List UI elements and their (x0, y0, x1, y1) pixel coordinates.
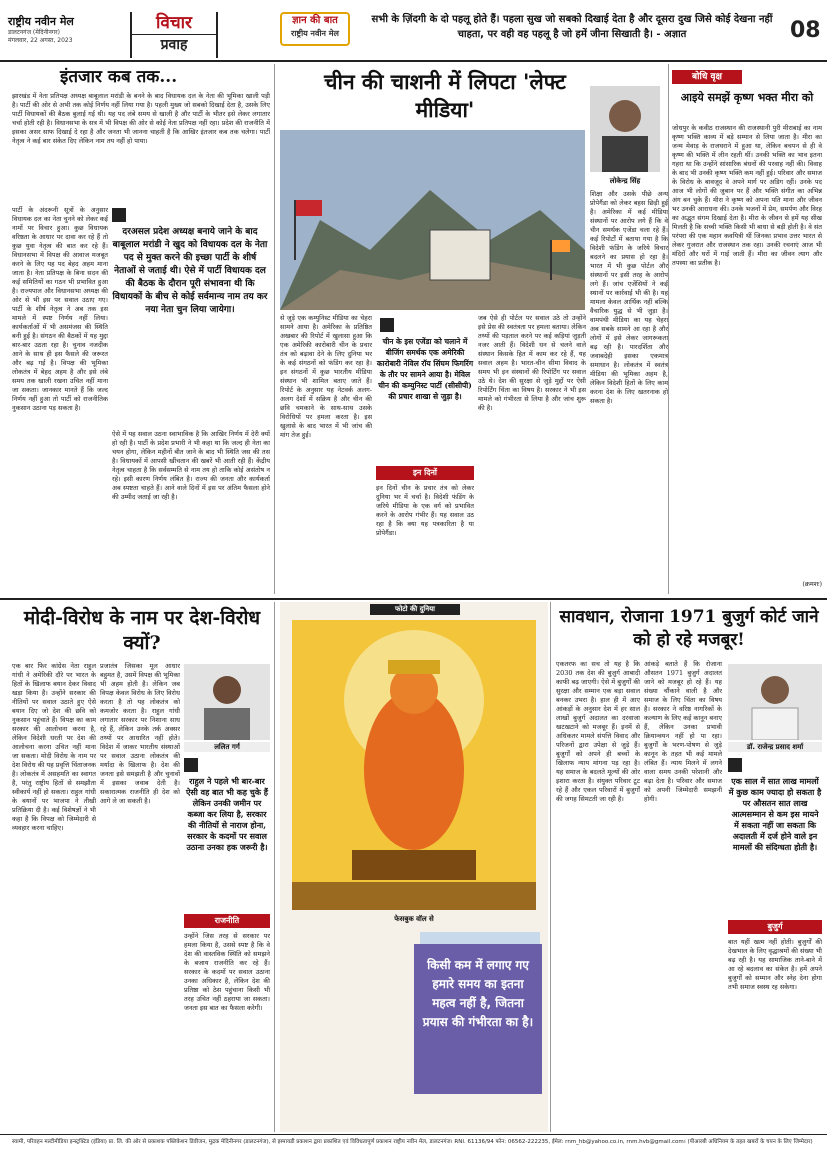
masthead-logo (8, 14, 128, 45)
author-photo-rajendra (728, 664, 822, 740)
section-secondary: प्रवाह (132, 34, 216, 55)
lower-left-pull-quote: राहुल ने पहले भी बार-बार ऐसी वह बात भी कह चुके हैं लेकिन उनकी जमीन पर कब्जा कर लिया है, सरकार की नीतियों से नाराज होना, सरकार के कदमों पर सवाल उठाना उनका हक जरूरी है। (185, 776, 269, 852)
edition: डालटनगंज (मेदिनीनगर) (8, 29, 60, 36)
col1-headline: इंतजार कब तक... (60, 67, 178, 87)
lower-left-body-a: एक बार फिर कांग्रेस नेता राहुल गांधी ने अमेरिकी दौरे पर भारत के हितों के खिलाफ बयान देकर विवाद खड़ा किया है। उन्होंने सरकार की नीतियों पर सवाल उठाते हुए ऐसे बयान दिए जो देश की छवि को नुकसान पहुंचाते हैं। विपक्ष का काम सरकार की आलोचना करना है, लेकिन विदेशी धरती पर देश की आलोचना करना उचित नहीं माना जा सकता। मोदी विरोध के नाम पर देश विरोध की यह प्रवृत्ति चिंताजनक है। लोकतंत्र में असहमति का स्वागत है, परंतु राष्ट्रीय हितों से समझौता स्वीकार्य नहीं हो सकता। राहुल गांधी के बयानों पर भाजपा ने तीखी प्रतिक्रिया दी है। कई विशेषज्ञों ने भी कहा है कि विपक्ष को जिम्मेदारी से व्यवहार करना चाहिए। (12, 662, 96, 832)
col3-credit: (क्रमशः) (802, 580, 822, 588)
lower-left-headline: मोदी-विरोध के नाम पर देश-विरोध क्यों? (23, 607, 261, 654)
col1-body-top: झारखंड में नेता प्रतिपक्ष अध्यक्ष बाबूलाल मरांडी के बनने के बाद विधायक दल के नेता की भूमिका खाली पड़ी है। पार्टी की ओर से अभी तक कोई निर्णय नहीं लिया गया है। पहली मुख्य जो सबको दिखाई देता है, उसके लिए पार्टी विधायकों की बैठक बुलाई गई थी। यह पद लंबे समय से खाली है और पार्टी के भीतर इसे लेकर लगातार चर्चा होती रही है। विधानसभा के सत्र में भी विपक्ष की ओर से कोई नेता प्रतिपक्ष नहीं रहा। प्रदेश की राजनीति में इसका असर साफ दिखाई दे रहा है और जनता भी जानना चाहती है कि आखिर इंतजार कब तक चलेगा। पार्टी नेतृत्व ने कई बार संकेत दिए लेकिन नाम तय नहीं हो पाया। (12, 92, 270, 145)
col2-in-dino: इन दिनों (376, 466, 474, 480)
photo-of-day-message: किसी कम में लगाए गए हमारे समय का इतना महत्व नहीं है, जितना प्रयास की गंभीरता का है। (414, 944, 542, 1094)
photo-of-day-caption: फेसबुक वॉल से (394, 915, 434, 923)
bullet-square (112, 208, 126, 222)
paper-name: राष्ट्रीय नवीन मेल (8, 15, 74, 28)
gyan-ki-baat-badge (280, 12, 350, 46)
col2-body-right: शिक्षा और उसके पीछे अन्य प्रोपेगैंडा को लेकर बहस छिड़ी हुई है। अमेरिका में कई मीडिया संस्थानों पर आरोप लगे हैं कि वे चीन समर्थक एजेंडा चला रहे हैं। कई रिपोर्टों में बताया गया है कि विदेशी फंडिंग के जरिये विचार बदलने का प्रयास हो रहा है। भारत में भी कुछ पोर्टल और संस्थानों पर इसी तरह के आरोप लगे हैं। जांच एजेंसियों ने कई स्थानों पर कार्रवाई भी की है। यह मामला केवल आर्थिक नहीं बल्कि वैचारिक युद्ध से भी जुड़ा है। वामपंथी मीडिया का यह चेहरा अब सबके सामने आ रहा है और लोगों में इसे लेकर जागरूकता बढ़ रही है। पारदर्शिता और जवाबदेही इसका एकमात्र समाधान है। लोकतंत्र में स्वतंत्र मीडिया की भूमिका अहम है, लेकिन विदेशी हितों के लिए काम करना देश के लिए खतरनाक हो सकता है। (590, 190, 668, 405)
lower-left-author: ललित गर्ग (184, 742, 270, 752)
gyan-sub: राष्ट्रीय नवीन मेल (291, 29, 339, 38)
section-title (130, 12, 218, 58)
col2-headline: चीन की चाशनी में लिपटा 'लेफ्ट मीडिया' (324, 69, 566, 122)
col3-box-title: बोधि वृक्ष (672, 70, 742, 84)
lower-right-headline: सावधान, रोजाना 1971 बुजुर्ग कोर्ट जाने को हो रहे मजबूर! (559, 607, 819, 650)
hanuman-painting (292, 620, 536, 910)
lower-right-body-a: एकतरफ का सच तो यह है कि 2030 तक देश की बुजुर्ग आबादी काफी बढ़ जाएगी। ऐसे में बुजुर्गों की सुरक्षा और सम्मान एक बड़ा सवाल बनकर उभरा है। हाल ही में आए आंकड़ों के अनुसार देश में हर साल लाखों बुजुर्ग अदालत का दरवाजा खटखटाने को मजबूर हैं। इनमें से अधिकतर मामले संपत्ति विवाद और परिजनों द्वारा उपेक्षा से जुड़े हैं। बुजुर्गों को अपने ही बच्चों के खिलाफ न्याय मांगना पड़ रहा है। यह समाज के बदलते मूल्यों की ओर इशारा करता है। संयुक्त परिवार टूट रहे हैं और एकल परिवारों में बुजुर्गों की जगह सिमटती जा रही है। (556, 660, 640, 803)
col2-body-b: इन दिनों चीन के प्रचार तंत्र को लेकर दुनिया भर में चर्चा है। विदेशी फंडिंग के जरिये मीडिया के एक वर्ग को प्रभावित करने के आरोप गंभीर हैं। यह सवाल उठ रहा है कि क्या यह पत्रकारिता है या प्रोपेगैंडा। (376, 484, 474, 537)
col3-body: जोधपुर के कवीठ राजस्थान की राजस्थानी पुरी मीराबाई का नाम कृष्ण भक्ति काव्य में बड़े सम्मान से लिया जाता है। मीरा का जन्म मेवाड़ के राजघराने में हुआ था, लेकिन बचपन से ही वे कृष्ण की भक्ति में लीन रहती थीं। उनकी भक्ति का भाव इतना गहरा था कि उन्होंने सांसारिक बंधनों की परवाह नहीं की। विवाह के बाद भी उनकी कृष्ण भक्ति कम नहीं हुई। परिवार और समाज के विरोध के बावजूद वे अपने मार्ग पर अडिग रहीं। उनके पद आज भी लोगों की जुबान पर हैं और भक्ति संगीत का अभिन्न अंग बन चुके हैं। मीरा ने कृष्ण को अपना पति माना और जीवन भर उनकी आराधना की। उनके भजनों में प्रेम, समर्पण और विरह का अद्भुत संगम दिखाई देता है। मीरा के जीवन से हमें यह सीख मिलती है कि सच्ची भक्ति किसी भी बाधा से बड़ी होती है। वे संत परंपरा की एक महान कवयित्री थीं जिनका प्रभाव उत्तर भारत से लेकर गुजरात और राजस्थान तक रहा। उनकी रचनाएं आज भी मंदिरों और घरों में गाई जाती हैं। मीरा का जीवन त्याग और तपस्या का प्रतीक है। (672, 124, 822, 267)
col1-body-right: ऐसे में यह सवाल उठना स्वाभाविक है कि आखिर निर्णय में देरी क्यों हो रही है। पार्टी के प्रदेश प्रभारी ने भी कहा था कि जल्द ही नेता का चयन होगा, लेकिन महीनों बीत जाने के बाद भी स्थिति जस की तस है। विधायकों में आपसी खींचतान की खबरें भी आती रही हैं। केंद्रीय नेतृत्व चाहता है कि सर्वसम्मति से नाम तय हो ताकि कोई असंतोष न रहे। इसी कारण निर्णय लंबित है। राज्य की जनता और कार्यकर्ता अब स्पष्टता चाहते हैं। आने वाले दिनों में इस पर अंतिम फैसला होने की उम्मीद जताई जा रही है। (112, 430, 270, 501)
mountain-flag-photo (280, 130, 585, 310)
author-photo-lokendra (590, 86, 660, 172)
footer-imprint: स्वामी, परिवहन मल्टीमीडिया इन्स्ट्रक्टिड (इंडिया) प्रा. लि. की ओर से प्रकाशक पब्लिकेशन डिवीजन, मुद्रक मेदिनीनगर (डालटनगंज), से इस्पायडी प्रकाशन द्वारा प्रकाशित एवं विविधतापूर्ण प्रकाशन राष्ट्रीय नवीन मेल, डालटनगंज। RNI. 61136/94 फोन: 06562-222235, ईमेल: rnm_hb@yahoo.co.in, rnm.hvb@gmail.com। (पीआरबी अधिनियम के तहत खबरों के चयन के लिए जिम्मेदार) (12, 1139, 813, 1145)
issue-date: मंगलवार, 22 अगस्त, 2023 (8, 37, 73, 44)
col3-headline: आइये समझें कृष्ण भक्त मीरा को (680, 91, 814, 104)
col2-pull-quote: चीन के इस एजेंडा को चलाने में बीजिंग समर्थक एक अमेरिकी कारोबारी नेविल रॉय सिंघम फिगरिंग के तौर पर सामने आया है। मेविल चीन की कम्युनिस्ट पार्टी (सीसीपी) की प्रचार शाखा से जुड़ा है। (376, 337, 474, 401)
bullet-square (184, 758, 198, 772)
col2-author: लोकेन्द्र सिंह (609, 177, 641, 185)
col1-body-left: पार्टी के अंदरूनी सूत्रों के अनुसार विधायक दल का नेता चुनने को लेकर कई नामों पर विचार हुआ। कुछ विधायक वरिष्ठता के आधार पर दावा कर रहे हैं तो कुछ युवा नेतृत्व की बात कर रहे हैं। विधानसभा में विपक्ष की आवाज मजबूत करने के लिए यह पद बेहद अहम माना जाता है। नेता प्रतिपक्ष के बिना सदन की कई समितियों का गठन भी प्रभावित हुआ है। राज्यपाल और विधानसभा अध्यक्ष की ओर से भी इस पर सवाल उठाए गए। पार्टी के शीर्ष नेतृत्व ने अब तक इस मामले में स्पष्ट निर्णय नहीं लिया। कार्यकर्ताओं में भी असमंजस की स्थिति बनी हुई है। संगठन की बैठकों में यह मुद्दा बार-बार उठता रहा है। चुनाव नजदीक आने के साथ ही इस फैसले की जरूरत और बढ़ गई है। विपक्ष की भूमिका लोकतंत्र में बेहद अहम है और इसे लंबे समय तक खाली रखना उचित नहीं माना जा सकता। जानकार मानते हैं कि जल्द निर्णय नहीं हुआ तो पार्टी को राजनीतिक नुकसान उठाना पड़ सकता है। (12, 206, 108, 412)
page-number: 08 (790, 18, 821, 43)
lower-left-body-c: उन्होंने जिस तरह से सरकार पर हमला किया है, उससे स्पष्ट है कि वे देश की वास्तविक स्थिति को समझने के बजाय राजनीति कर रहे हैं। सरकार के कदमों पर सवाल उठाना उनका अधिकार है, लेकिन देश की प्रतिष्ठा को ठेस पहुंचाना किसी भी तरह उचित नहीं ठहराया जा सकता। जनता इस बात का फैसला करेगी। (184, 932, 270, 1012)
bullet-square (728, 758, 742, 772)
lower-left-body-b: प्रजातंत्र जिसका मूल आधार बहुमत है, उसमें विपक्ष की भूमिका भी अहम होती है। लेकिन जब विपक्ष केवल विरोध के लिए विरोध करता है तो यह लोकतंत्र को कमजोर करता है। राहुल गांधी लगातार सरकार पर निशाना साध रहे हैं, लेकिन उनके तर्क अक्सर तथ्यों पर आधारित नहीं होते। विदेश में जाकर भारतीय संस्थाओं पर सवाल उठाना लोकतंत्र की मर्यादा के खिलाफ है। देश की जनता इसे समझती है और चुनावों में इसका जवाब देती है। सकारात्मक राजनीति ही देश को आगे ले जा सकती है। (100, 662, 180, 805)
bullet-square (380, 318, 394, 332)
lower-right-body-c: बात यहीं खत्म नहीं होती। बुजुर्गों की देखभाल के लिए वृद्धाश्रमों की संख्या भी बढ़ रही है। यह सामाजिक ताने-बाने में आ रहे बदलाव का संकेत है। हमें अपने बुजुर्गों को सम्मान और स्नेह देना होगा तभी समाज स्वस्थ रह सकेगा। (728, 938, 822, 991)
photo-of-day-title: फोटो की दुनिया (370, 604, 460, 615)
lower-left-label: राजनीति (184, 914, 270, 928)
col2-body-c: जब ऐसे ही पोर्टल पर सवाल उठे तो उन्होंने इसे प्रेस की स्वतंत्रता पर हमला बताया। लेकिन तथ्यों की पड़ताल करने पर कई कड़ियां जुड़ती नजर आती हैं। विदेशी धन से चलने वाले संस्थान किसके हित में काम कर रहे हैं, यह सवाल अहम है। भारत-चीन सीमा विवाद के समय भी इन संस्थानों की रिपोर्टिंग पर सवाल उठे थे। देश की सुरक्षा से जुड़े मुद्दों पर ऐसी रिपोर्टिंग चिंता का विषय है। सरकार ने भी इस मामले को गंभीरता से लिया है और जांच शुरू की है। (478, 314, 586, 412)
section-primary: विचार (155, 13, 192, 33)
lower-right-label: बुजुर्ग (728, 920, 822, 934)
col1-pull-quote: दरअसल प्रदेश अध्यक्ष बनाये जाने के बाद बाबूलाल मरांडी ने खुद को विधायक दल के नेता पद से मुक्त करने की इच्छा पार्टी के शीर्ष नेताओं से जताई थी। ऐसे में पार्टी विधायक दल की बैठक के दौरान पूरी संभावना थी कि विधायकों के बीच से कोई सर्वमान्य नाम तय कर नया नेता चुन लिया जायेगा। (112, 227, 268, 315)
lower-right-body-b: आंकड़े बताते हैं कि रोजाना औसतन 1971 बुजुर्ग अदालत जाने को मजबूर हो रहे हैं। यह संख्या चौंकाने वाली है और समाज के लिए चिंता का विषय है। सरकार ने वरिष्ठ नागरिकों के कल्याण के लिए कई कानून बनाए हैं, लेकिन उनका प्रभावी क्रियान्वयन नहीं हो पा रहा। बुजुर्गों के भरण-पोषण से जुड़े कानून के तहत भी कई मामले लंबित हैं। न्याय मिलने में लगने वाला समय उनकी परेशानी और बढ़ा देता है। परिवार और समाज को अपनी जिम्मेदारी समझनी होगी। (644, 660, 722, 803)
lower-right-pull-quote: एक साल में सात लाख मामलों में कुछ काम ज्यादा हो सकता है पर औसतन सात लाख आत्मसम्मान से कम इस मायने में सकता नहीं जा सकता कि अदालती में दर्ज होने वाले इन मामलों की संदिग्धता होती है। (728, 776, 822, 852)
lower-right-author: डॉ. राजेन्द्र प्रसाद शर्मा (728, 742, 822, 752)
author-photo-lalit (184, 664, 270, 740)
gyan-title: ज्ञान की बात (292, 15, 338, 26)
col2-body-a: से जुड़े एक कम्युनिस्ट मीडिया का चेहरा सामने आया है। अमेरिका के प्रतिष्ठित अखबार की रिपोर्ट में खुलासा हुआ कि एक अमेरिकी कारोबारी चीन के प्रचार तंत्र को बढ़ावा देने के लिए दुनिया भर के कई संगठनों को फंडिंग कर रहा है। इन संगठनों में कुछ भारतीय मीडिया संस्थान भी शामिल बताए जाते हैं। रिपोर्ट के अनुसार यह नेटवर्क अलग-अलग देशों में सक्रिय है और चीन की छवि चमकाने के साथ-साथ उसके विरोधियों पर हमला करता है। इस खुलासे के बाद भारत में भी जांच की मांग तेज हुई। (280, 314, 372, 439)
quote-of-day: सभी के ज़िंदगी के दो पहलू होते हैं। पहला सुख जो सबको दिखाई देता है और दूसरा दुख जिसे कोई देखना नहीं चाहता, पर वही वह पहलू है जो हमें जीना सिखाती है। - अज्ञात (371, 14, 773, 40)
header-rule (0, 60, 827, 62)
